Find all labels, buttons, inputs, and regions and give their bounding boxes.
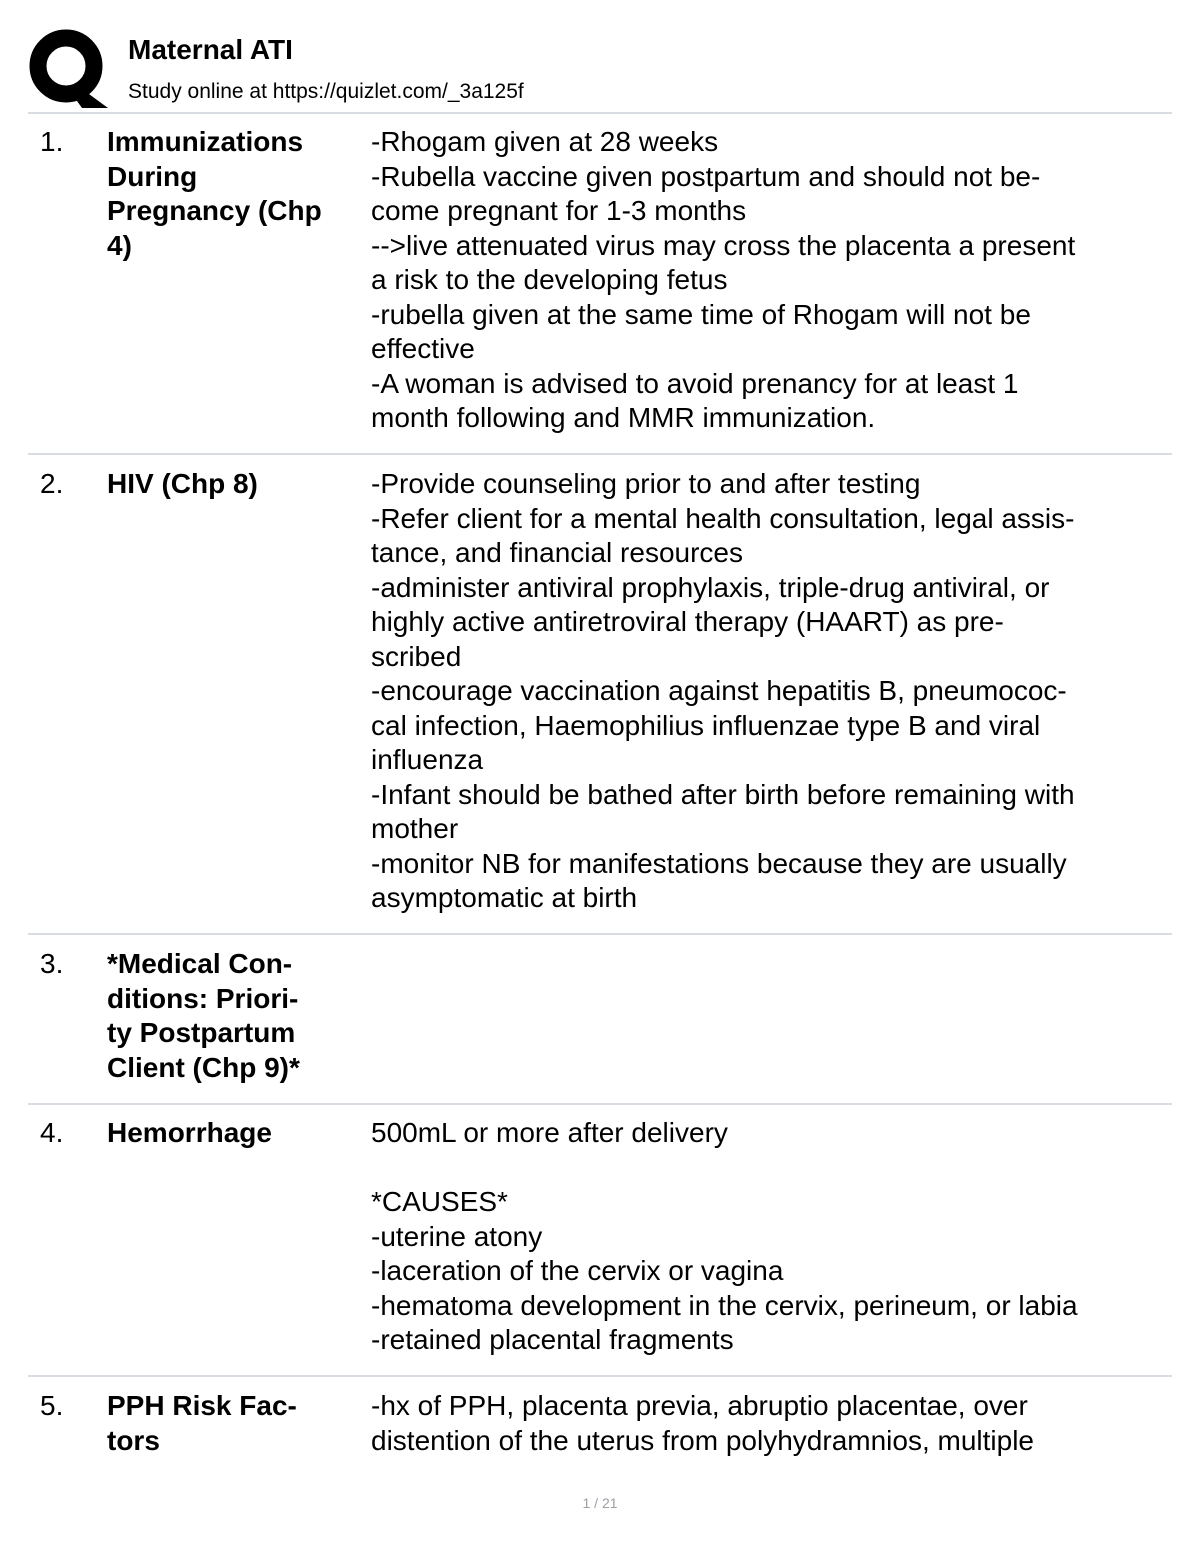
definition-line: -->live attenuated virus may cross the placenta a present xyxy=(371,229,1076,261)
card-definition xyxy=(371,467,1171,916)
definition-line: 500mL or more after delivery xyxy=(371,1117,728,1148)
row-divider xyxy=(28,1375,1172,1377)
definition-line: -hematoma development in the cervix, perineum, or labia xyxy=(371,1289,1078,1321)
header-divider xyxy=(28,112,1172,114)
definition-line: -Rubella vaccine given postpartum and should not be- xyxy=(371,160,1041,192)
definition-line: *CAUSES* xyxy=(371,1186,508,1217)
definition-line: scribed xyxy=(371,640,462,672)
term-line: tors xyxy=(107,1424,160,1456)
definition-line: -administer antiviral prophylaxis, triple-drug antiviral, or xyxy=(371,571,1050,603)
definition-line: -monitor NB for manifestations because they are usually xyxy=(371,847,1067,879)
row-divider xyxy=(28,1103,1172,1105)
document-title: Maternal ATI xyxy=(128,34,293,65)
card-number: 4. xyxy=(40,1117,64,1148)
definition-line: distention of the uterus from polyhydramnios, multiple xyxy=(371,1424,1034,1456)
term-line: ditions: Priori- xyxy=(107,982,299,1014)
page-header xyxy=(28,28,1172,110)
definition-line: -laceration of the cervix or vagina xyxy=(371,1255,784,1286)
card-number: 2. xyxy=(40,468,64,499)
term-line: *Medical Con- xyxy=(107,948,293,979)
definition-line: effective xyxy=(371,333,475,364)
term-line: Pregnancy (Chp xyxy=(107,195,322,226)
card-definition xyxy=(371,1116,1171,1358)
term-line: PPH Risk Fac- xyxy=(107,1390,297,1421)
definition-line: influenza xyxy=(371,744,484,775)
row-divider xyxy=(28,933,1172,935)
term-line: ty Postpartum xyxy=(107,1017,296,1048)
definition-blank-line xyxy=(371,1151,1171,1186)
term-line: Client (Chp 9)* xyxy=(107,1051,300,1083)
card-number: 1. xyxy=(40,126,64,157)
definition-line: come pregnant for 1-3 months xyxy=(371,195,747,226)
row-divider xyxy=(28,453,1172,455)
card-term xyxy=(107,1389,352,1458)
definition-line: -Provide counseling prior to and after testing xyxy=(371,468,921,499)
definition-line: cal infection, Haemophilius influenzae type B and viral xyxy=(371,709,1041,741)
definition-line: -retained placental fragments xyxy=(371,1324,734,1355)
definition-line: -hx of PPH, placenta previa, abruptio placentae, over xyxy=(371,1390,1028,1421)
document-subtitle: Study online at https://quizlet.com/_3a125f xyxy=(128,80,524,103)
definition-line: -Infant should be bathed after birth before remaining with xyxy=(371,778,1075,810)
definition-line: -uterine atony xyxy=(371,1220,543,1252)
page-number: 1 / 21 xyxy=(582,1495,618,1511)
term-line: Hemorrhage xyxy=(107,1117,272,1148)
definition-line: asymptomatic at birth xyxy=(371,882,638,913)
card-number: 5. xyxy=(40,1390,64,1421)
card-definition xyxy=(371,125,1171,436)
definition-line: a risk to the developing fetus xyxy=(371,264,728,295)
card-term xyxy=(107,467,352,502)
definition-line: -Refer client for a mental health consultation, legal assis- xyxy=(371,502,1075,534)
term-line: During xyxy=(107,160,198,192)
term-line: HIV (Chp 8) xyxy=(107,468,258,499)
definition-line: highly active antiretroviral therapy (HAART) as pre- xyxy=(371,606,1004,637)
definition-line: tance, and financial resources xyxy=(371,537,743,568)
definition-line: mother xyxy=(371,813,459,844)
card-number: 3. xyxy=(40,948,64,979)
definition-line: -Rhogam given at 28 weeks xyxy=(371,126,719,157)
term-line: Immunizations xyxy=(107,126,304,157)
card-definition xyxy=(371,1389,1171,1458)
card-term xyxy=(107,1116,352,1151)
quizlet-logo-icon xyxy=(28,28,108,108)
definition-line: -rubella given at the same time of Rhogam will not be xyxy=(371,298,1031,330)
definition-line: -A woman is advised to avoid prenancy for at least 1 xyxy=(371,367,1019,399)
definition-line: -encourage vaccination against hepatitis B, pneumococ- xyxy=(371,675,1067,706)
card-term xyxy=(107,947,352,1085)
definition-line: month following and MMR immunization. xyxy=(371,402,876,433)
card-term xyxy=(107,125,352,263)
term-line: 4) xyxy=(107,229,132,261)
